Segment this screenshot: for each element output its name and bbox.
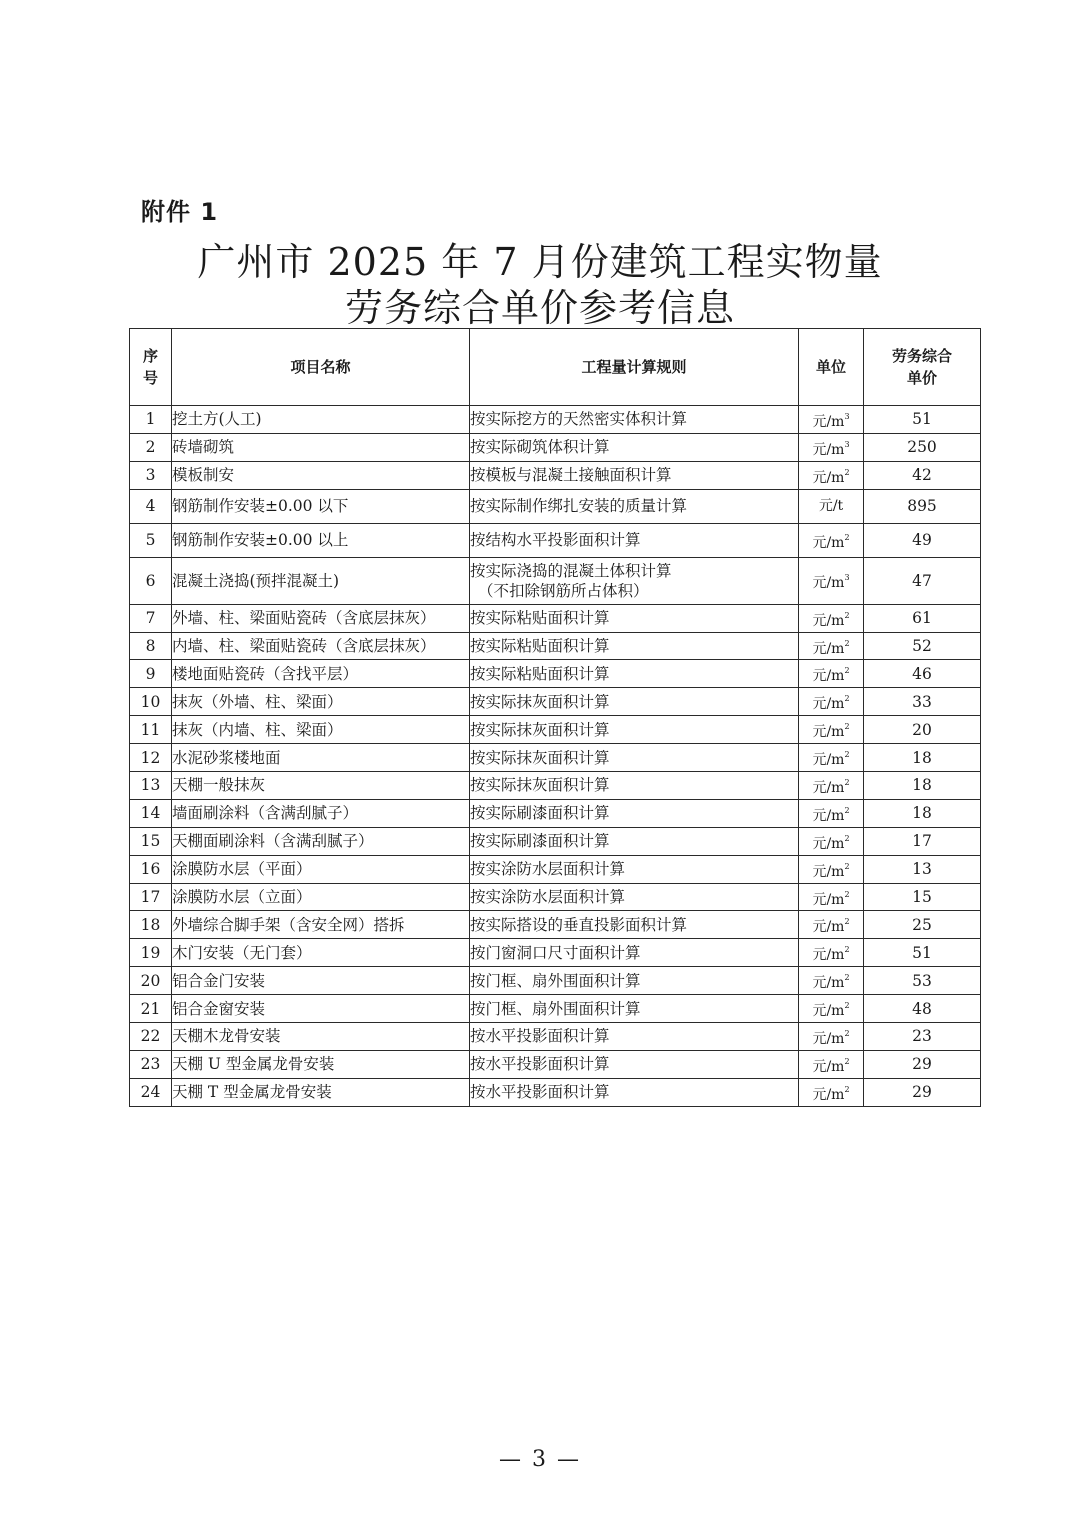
calc-rule-text: 按结构水平投影面积计算 — [470, 531, 641, 550]
calc-rule — [470, 1023, 799, 1051]
unit — [799, 1078, 864, 1106]
row-number: 4 — [130, 489, 172, 523]
unit-price: 42 — [864, 461, 981, 489]
row-number: 6 — [130, 557, 172, 604]
unit-price: 46 — [864, 660, 981, 688]
unit-base: 元/m — [812, 891, 845, 908]
unit — [799, 1023, 864, 1051]
unit-base: 元/m — [812, 975, 845, 992]
item-name: 铝合金窗安装 — [172, 995, 470, 1023]
row-number: 8 — [130, 632, 172, 660]
unit — [799, 632, 864, 660]
calc-rule-text: 按模板与混凝土接触面积计算 — [470, 466, 672, 485]
unit — [799, 604, 864, 632]
row-number: 5 — [130, 523, 172, 557]
unit-exponent: 2 — [844, 532, 850, 542]
calc-rule — [470, 911, 799, 939]
unit-base: 元/m — [812, 1086, 845, 1103]
unit-price: 47 — [864, 557, 981, 604]
unit — [799, 855, 864, 883]
table-row — [130, 433, 981, 461]
unit-price: 17 — [864, 827, 981, 855]
item-name: 模板制安 — [172, 461, 470, 489]
row-number: 16 — [130, 855, 172, 883]
unit-price: 13 — [864, 855, 981, 883]
calc-rule — [470, 489, 799, 523]
table-row — [130, 660, 981, 688]
unit-exponent: 2 — [844, 1056, 850, 1066]
unit-exponent: 2 — [844, 1084, 850, 1094]
unit-exponent: 2 — [844, 638, 850, 648]
calc-rule — [470, 799, 799, 827]
unit-price: 61 — [864, 604, 981, 632]
calc-rule — [470, 433, 799, 461]
unit-exponent: 3 — [844, 411, 850, 421]
unit-price: 29 — [864, 1078, 981, 1106]
unit — [799, 461, 864, 489]
header-no-line2: 号 — [142, 369, 158, 387]
calc-rule-text: 按实际刷漆面积计算 — [470, 832, 610, 851]
table-row — [130, 632, 981, 660]
row-number: 2 — [130, 433, 172, 461]
unit — [799, 688, 864, 716]
calc-rule-text: 按实际浇捣的混凝土体积计算 — [470, 561, 672, 580]
unit-exponent: 2 — [844, 861, 850, 871]
unit-price: 18 — [864, 744, 981, 772]
calc-rule-text: 按实际粘贴面积计算 — [470, 609, 610, 628]
unit-base: 元/m — [812, 919, 845, 936]
calc-rule-text: 按实涂防水层面积计算 — [470, 888, 626, 907]
calc-rule-text: 按实际挖方的天然密实体积计算 — [470, 410, 688, 429]
calc-rule — [470, 604, 799, 632]
unit-exponent: 2 — [844, 467, 850, 477]
calc-rule-text: 按实际刷漆面积计算 — [470, 804, 610, 823]
unit-base: 元/m — [812, 668, 845, 685]
table-row — [130, 523, 981, 557]
unit-base: 元/m — [812, 835, 845, 852]
item-name: 涂膜防水层（平面） — [172, 855, 470, 883]
item-name: 墙面刷涂料（含满刮腻子） — [172, 799, 470, 827]
table-row — [130, 406, 981, 434]
calc-rule-text: 按门框、扇外围面积计算 — [470, 999, 641, 1018]
unit-exponent: 2 — [844, 777, 850, 787]
table-row — [130, 911, 981, 939]
row-number: 21 — [130, 995, 172, 1023]
unit-price: 25 — [864, 911, 981, 939]
table-row — [130, 799, 981, 827]
unit-price: 48 — [864, 995, 981, 1023]
unit-exponent: 2 — [844, 666, 850, 676]
header-rule: 工程量计算规则 — [470, 329, 799, 406]
unit-base: 元/m — [812, 575, 845, 592]
unit-price: 53 — [864, 967, 981, 995]
unit-price: 18 — [864, 772, 981, 800]
unit-exponent: 3 — [844, 439, 850, 449]
calc-rule — [470, 772, 799, 800]
table-row — [130, 827, 981, 855]
table-row — [130, 1050, 981, 1078]
header-price-line2: 单价 — [906, 369, 937, 387]
unit — [799, 523, 864, 557]
unit — [799, 827, 864, 855]
row-number: 19 — [130, 939, 172, 967]
item-name: 天棚面刷涂料（含满刮腻子） — [172, 827, 470, 855]
unit — [799, 433, 864, 461]
unit — [799, 660, 864, 688]
calc-rule-text: 按实际抹灰面积计算 — [470, 692, 610, 711]
calc-rule-text: 按实际抹灰面积计算 — [470, 776, 610, 795]
unit-base: 元/m — [812, 413, 845, 430]
calc-rule-text: 按水平投影面积计算 — [470, 1055, 610, 1074]
item-name: 天棚 U 型金属龙骨安装 — [172, 1050, 470, 1078]
item-name: 木门安装（无门套） — [172, 939, 470, 967]
row-number: 17 — [130, 883, 172, 911]
row-number: 14 — [130, 799, 172, 827]
unit-exponent: 2 — [844, 610, 850, 620]
unit — [799, 1050, 864, 1078]
row-number: 20 — [130, 967, 172, 995]
unit-base: 元/m — [812, 696, 845, 713]
unit — [799, 772, 864, 800]
item-name: 抹灰（外墙、柱、梁面） — [172, 688, 470, 716]
calc-rule-text: 按实际粘贴面积计算 — [470, 637, 610, 655]
unit-base: 元/m — [812, 640, 845, 657]
unit-base: 元/t — [818, 498, 844, 515]
calc-rule — [470, 1050, 799, 1078]
item-name: 抹灰（内墙、柱、梁面） — [172, 716, 470, 744]
item-name: 外墙综合脚手架（含安全网）搭拆 — [172, 911, 470, 939]
item-name: 天棚一般抹灰 — [172, 772, 470, 800]
unit — [799, 406, 864, 434]
table-row — [130, 1023, 981, 1051]
unit — [799, 883, 864, 911]
unit-base: 元/m — [812, 441, 845, 458]
calc-rule — [470, 1078, 799, 1106]
item-name: 天棚木龙骨安装 — [172, 1023, 470, 1051]
document-title-line2: 劳务综合单价参考信息 — [344, 286, 735, 330]
table-row — [130, 461, 981, 489]
calc-rule — [470, 827, 799, 855]
calc-rule-text: 按水平投影面积计算 — [470, 1027, 610, 1046]
table-row — [130, 557, 981, 604]
table-row — [130, 939, 981, 967]
item-name: 天棚 T 型金属龙骨安装 — [172, 1078, 470, 1106]
calc-rule-text: 按实际粘贴面积计算 — [470, 664, 610, 683]
calc-rule — [470, 632, 799, 660]
calc-rule — [470, 939, 799, 967]
calc-rule-text: 按实涂防水层面积计算 — [470, 860, 626, 879]
unit-exponent: 2 — [844, 750, 850, 760]
unit-base: 元/m — [812, 1058, 845, 1075]
item-name: 混凝土浇捣(预拌混凝土) — [172, 557, 470, 604]
row-number: 15 — [130, 827, 172, 855]
header-price — [864, 329, 981, 406]
table-header-row — [130, 329, 981, 406]
item-name: 钢筋制作安装±0.00 以下 — [172, 489, 470, 523]
calc-rule — [470, 660, 799, 688]
table-row — [130, 855, 981, 883]
unit-price: 895 — [864, 489, 981, 523]
unit — [799, 716, 864, 744]
unit-base: 元/m — [812, 947, 845, 964]
unit-exponent: 2 — [844, 945, 850, 955]
table-row — [130, 716, 981, 744]
row-number: 1 — [130, 406, 172, 434]
unit-price: 52 — [864, 632, 981, 660]
unit — [799, 967, 864, 995]
unit-base: 元/m — [812, 779, 845, 796]
table-row — [130, 489, 981, 523]
unit-base: 元/m — [812, 752, 845, 769]
row-number: 7 — [130, 604, 172, 632]
unit — [799, 489, 864, 523]
item-name: 水泥砂浆楼地面 — [172, 744, 470, 772]
unit — [799, 939, 864, 967]
unit — [799, 799, 864, 827]
unit — [799, 744, 864, 772]
calc-rule-text: 按门窗洞口尺寸面积计算 — [470, 943, 641, 962]
table-row — [130, 688, 981, 716]
calc-rule — [470, 523, 799, 557]
item-name: 挖土方(人工) — [172, 406, 470, 434]
header-unit: 单位 — [799, 329, 864, 406]
unit — [799, 911, 864, 939]
document-title-line1: 广州市 2025 年 7 月份建筑工程实物量 — [197, 240, 883, 284]
row-number: 9 — [130, 660, 172, 688]
calc-rule — [470, 883, 799, 911]
item-name: 外墙、柱、梁面贴瓷砖（含底层抹灰） — [172, 604, 470, 632]
calc-rule-text: 按实际搭设的垂直投影面积计算 — [470, 915, 688, 934]
row-number: 11 — [130, 716, 172, 744]
unit-exponent: 2 — [844, 805, 850, 815]
header-price-line1: 劳务综合 — [891, 347, 952, 365]
row-number: 23 — [130, 1050, 172, 1078]
unit-base: 元/m — [812, 612, 845, 629]
calc-rule — [470, 995, 799, 1023]
row-number: 3 — [130, 461, 172, 489]
item-name: 铝合金门安装 — [172, 967, 470, 995]
item-name: 砖墙砌筑 — [172, 433, 470, 461]
table-row — [130, 604, 981, 632]
header-name: 项目名称 — [172, 329, 470, 406]
unit-exponent: 2 — [844, 917, 850, 927]
unit-price: 250 — [864, 433, 981, 461]
calc-rule — [470, 688, 799, 716]
unit-base: 元/m — [812, 469, 845, 486]
unit-exponent: 2 — [844, 1001, 850, 1011]
price-table — [129, 328, 981, 1107]
table-row — [130, 772, 981, 800]
item-name: 钢筋制作安装±0.00 以上 — [172, 523, 470, 557]
calc-rule — [470, 716, 799, 744]
unit-exponent: 2 — [844, 973, 850, 983]
row-number: 18 — [130, 911, 172, 939]
row-number: 13 — [130, 772, 172, 800]
unit — [799, 557, 864, 604]
unit-exponent: 2 — [844, 889, 850, 899]
unit-price: 15 — [864, 883, 981, 911]
unit-price: 51 — [864, 939, 981, 967]
calc-rule-text: 按实际制作绑扎安装的质量计算 — [470, 497, 688, 516]
header-no — [130, 329, 172, 406]
unit-exponent: 3 — [844, 573, 850, 583]
row-number: 22 — [130, 1023, 172, 1051]
calc-rule — [470, 967, 799, 995]
table-row — [130, 1078, 981, 1106]
calc-rule-text: 按水平投影面积计算 — [470, 1083, 610, 1102]
unit-exponent: 2 — [844, 722, 850, 732]
calc-rule-text: 按实际砌筑体积计算 — [470, 438, 610, 457]
calc-rule — [470, 461, 799, 489]
page-number: — 3 — — [499, 1447, 581, 1472]
item-name: 涂膜防水层（立面） — [172, 883, 470, 911]
unit-base: 元/m — [812, 807, 845, 824]
header-no-line1: 序 — [142, 347, 158, 365]
unit-base: 元/m — [812, 534, 845, 551]
calc-rule-text: 按实际抹灰面积计算 — [470, 748, 610, 767]
unit-price: 29 — [864, 1050, 981, 1078]
attachment-label: 附件 1 — [141, 198, 219, 226]
unit-price: 20 — [864, 716, 981, 744]
unit-exponent: 2 — [844, 694, 850, 704]
table-row — [130, 744, 981, 772]
unit-base: 元/m — [812, 724, 845, 741]
unit-base: 元/m — [812, 863, 845, 880]
calc-rule — [470, 406, 799, 434]
unit-base: 元/m — [812, 1003, 845, 1020]
item-name: 楼地面贴瓷砖（含找平层） — [172, 660, 470, 688]
calc-rule — [470, 557, 799, 604]
calc-rule — [470, 744, 799, 772]
table-row — [130, 995, 981, 1023]
unit-price: 18 — [864, 799, 981, 827]
row-number: 10 — [130, 688, 172, 716]
calc-rule-text: 按门框、扇外围面积计算 — [470, 971, 641, 990]
row-number: 12 — [130, 744, 172, 772]
unit-price: 23 — [864, 1023, 981, 1051]
unit — [799, 995, 864, 1023]
table-row — [130, 967, 981, 995]
unit-base: 元/m — [812, 1030, 845, 1047]
unit-exponent: 2 — [844, 1028, 850, 1038]
table-row — [130, 883, 981, 911]
calc-rule — [470, 855, 799, 883]
unit-price: 49 — [864, 523, 981, 557]
calc-rule-note: （不扣除钢筋所占体积） — [478, 581, 649, 600]
unit-price: 51 — [864, 406, 981, 434]
unit-price: 33 — [864, 688, 981, 716]
calc-rule-text: 按实际抹灰面积计算 — [470, 720, 610, 739]
unit-exponent: 2 — [844, 833, 850, 843]
item-name: 内墙、柱、梁面贴瓷砖（含底层抹灰） — [172, 632, 470, 660]
row-number: 24 — [130, 1078, 172, 1106]
